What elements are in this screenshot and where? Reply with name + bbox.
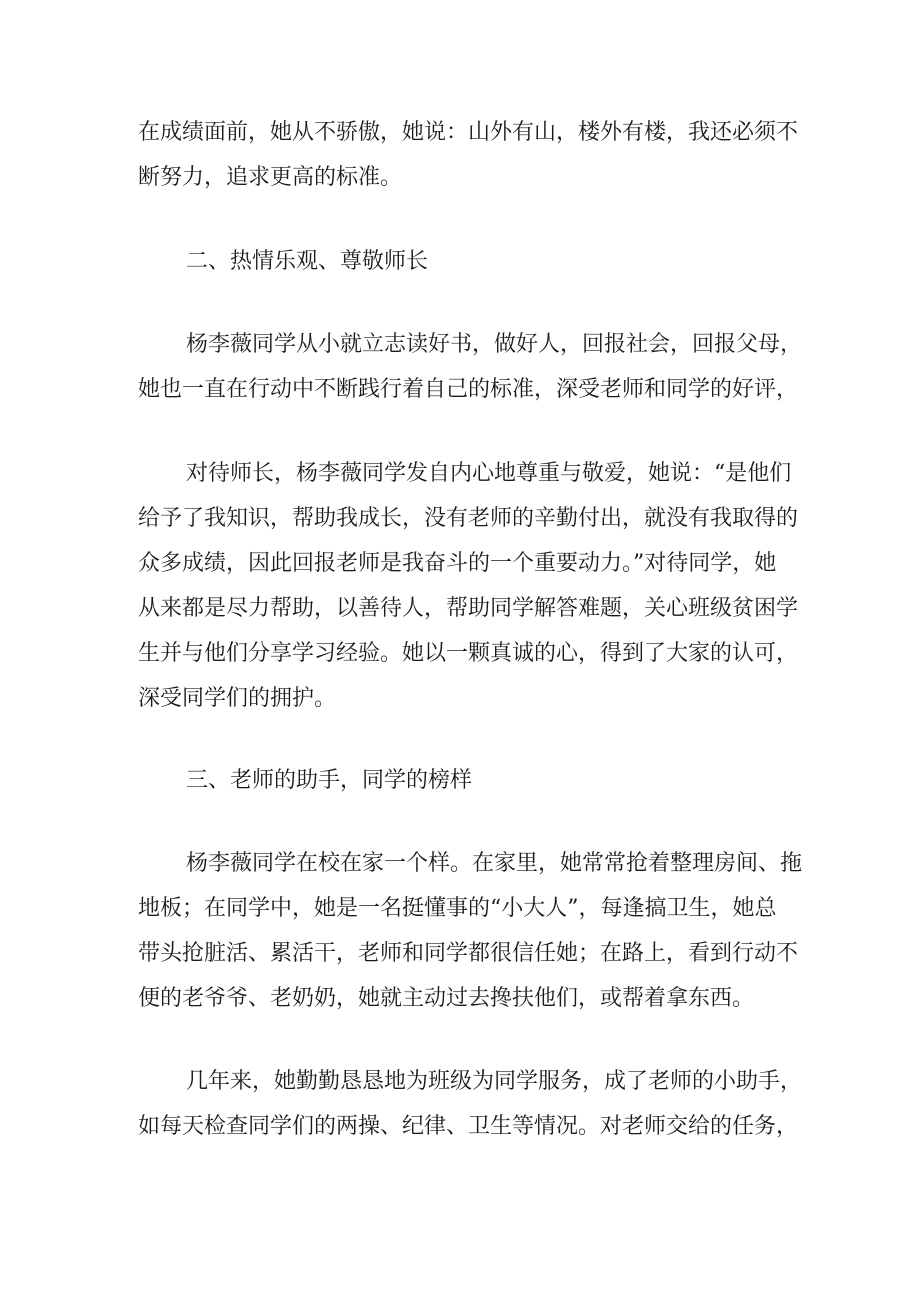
paragraph-line: 生并与他们分享学习经验。她以一颗真诚的心，得到了大家的认可，: [138, 641, 799, 666]
paragraph-line: 几年来，她勤勤恳恳地为班级为同学服务，成了老师的小助手，: [186, 1069, 803, 1094]
paragraph-line: 杨李薇同学从小就立志读好书，做好人，回报社会，回报父母，: [186, 332, 803, 357]
paragraph-line: 深受同学们的拥护。: [138, 686, 337, 711]
paragraph-line: 杨李薇同学在校在家一个样。在家里，她常常抢着整理房间、拖: [186, 851, 803, 876]
paragraph-line: 断努力，追求更高的标准。: [138, 165, 403, 190]
section-heading: 三、老师的助手，同学的榜样: [186, 768, 473, 793]
paragraph-line: 众多成绩，因此回报老师是我奋斗的一个重要动力。”对待同学，她: [138, 551, 777, 576]
paragraph-line: 在成绩面前，她从不骄傲，她说：山外有山，楼外有楼，我还必须不: [138, 120, 799, 145]
paragraph-line: 对待师长，杨李薇同学发自内心地尊重与敬爱，她说：“是他们: [186, 461, 792, 486]
section-heading: 二、热情乐观、尊敬师长: [186, 249, 429, 274]
paragraph-line: 带头抢脏活、累活干，老师和同学都很信任她；在路上，看到行动不: [138, 941, 799, 966]
paragraph-line: 从来都是尽力帮助，以善待人，帮助同学解答难题，关心班级贫困学: [138, 596, 799, 621]
paragraph-line: 如每天检查同学们的两操、纪律、卫生等情况。对老师交给的任务，: [138, 1114, 799, 1139]
paragraph-line: 给予了我知识，帮助我成长，没有老师的辛勤付出，就没有我取得的: [138, 506, 799, 531]
paragraph-line: 便的老爷爷、老奶奶，她就主动过去搀扶他们，或帮着拿东西。: [138, 986, 755, 1011]
paragraph-line: 地板；在同学中，她是一名挺懂事的“小大人”，每逢搞卫生，她总: [138, 896, 777, 921]
paragraph-line: 她也一直在行动中不断践行着自己的标准，深受老师和同学的好评，: [138, 377, 799, 402]
